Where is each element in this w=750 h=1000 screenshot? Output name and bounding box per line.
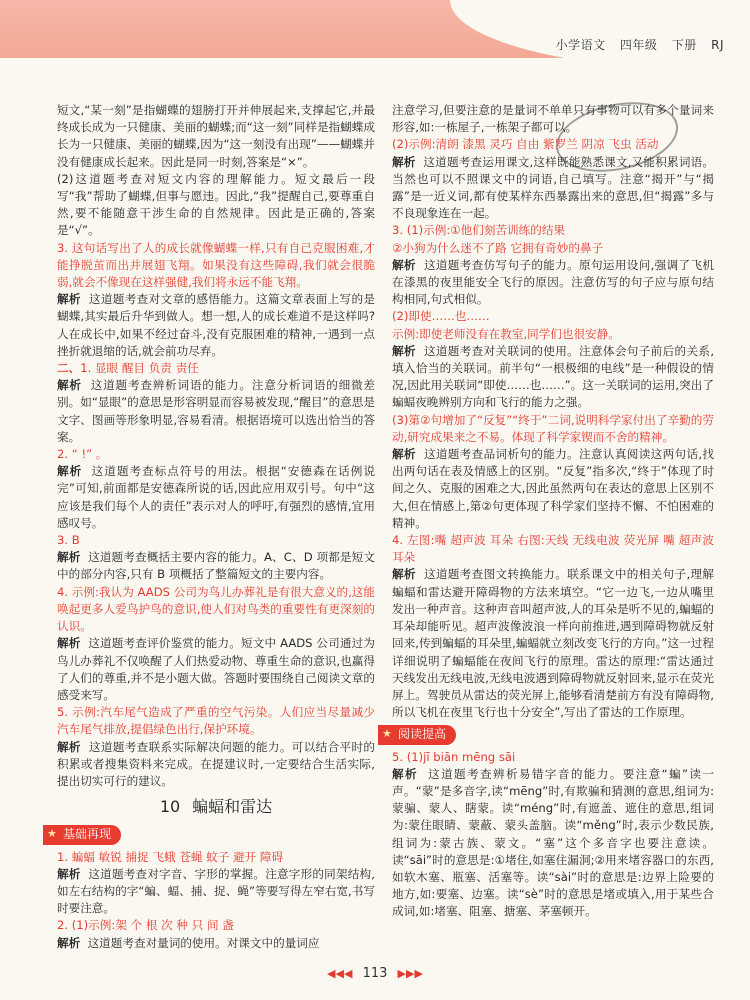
next-arrows-icon: ▶▶▶ (397, 967, 423, 980)
explain-s2-2: 这道题考查标点符号的用法。根据“安德森在话例说完”可知,前面都是安德森所说的话,因此应用双引号。句中“这应该是我们每个人的责任”表示对人的呼吁,有强烈的感情,宜用感叹号。 (57, 464, 375, 530)
answer-2: (2)这道题考查对短文内容的理解能力。短文最后一段写“我”帮助了蝴蝶,但事与愿违。因此,“我”提醒自己,要尊重自然,要不能随意干涉生命的自然规律。因此是正确的,答案是“√”。 (57, 171, 375, 238)
explain-label: 解析 (57, 550, 81, 565)
answer-s2-5: 5. 示例:汽车尾气造成了严重的空气污染。人们应当尽量减少汽车尾气排放,提倡绿色出行,保护环境。 (57, 705, 375, 737)
answer-s2-3: 3. B (57, 533, 80, 548)
explain-r6: 这道题考查图文转换能力。联系课文中的相关句子,理解蝙蝠和雷达避开障碍物的方法来填空。“它一边飞,一边从嘴里发出一种声音。这种声音叫超声波,人的耳朵是听不见的,蝙蝠的耳朵却能听见。超声波像波浪一样向前推进,遇到障碍物就反射回来,传到蝙蝠的耳朵里,蝙蝠就立刻改变飞行的方向。”这一过程详细说明了蝙蝠能在夜间飞行的原理。雷达的原理:“雷达通过天线发出无线电波,无线电波遇到障碍物就反射回来,显示在荧光屏上。驾驶员从雷达的荧光屏上,能够看清楚前方有没有障碍物,所以飞机在夜里飞行也十分安全”,写出了雷达的工作原理。 (392, 567, 715, 720)
header-curve (450, 0, 750, 70)
explain-r3: 这道题考查仿写句子的能力。原句运用设问,强调了飞机在漆黑的夜里能安全飞行的原因。注意仿写的句子应与原句结构相同,句式相似。 (392, 257, 715, 307)
answer-s2-4: 4. 示例:我认为 AADS 公司为鸟儿办葬礼是有很大意义的,这能唤起更多人爱鸟护鸟的意识,使人们对鸟类的重要性有更深刻的认识。 (57, 584, 375, 634)
explain-label: 解析 (57, 292, 81, 307)
explain-label: 解析 (57, 464, 83, 479)
explain-s2-4: 这道题考查评价鉴赏的能力。短文中 AADS 公司通过为鸟儿办葬礼不仅唤醒了人们热爱动物、尊重生命的意识,也赢得了人们的尊重,并不是小题大做。答题时要围绕自己阅读文章的感受来写。 (57, 636, 375, 702)
explain-label: 解析 (57, 935, 81, 950)
section-badge-basic: ★ 基础再现 (43, 825, 121, 844)
answer-r4: (2)即使……也…… (392, 309, 490, 324)
answer-s2-1: 1. 显眼 醒目 负责 责任 (80, 361, 199, 376)
answer-r4b: 示例:即使老师没有在教室,同学们也很安静。 (392, 326, 620, 341)
explain-s2-5: 这道题考查联系实际解决问题的能力。可以结合平时的积累或者搜集资料来完成。在提建议时,一定要结合生活实际,提出切实可行的建议。 (57, 739, 375, 788)
explain-label: 解析 (392, 343, 416, 358)
explain-b1: 这道题考查对字音、字形的掌握。注意字形的同架结构,如左右结构的字“蝙、蝠、捕、捉、蝇”等要写得左窄右宽,书写时要注意。 (57, 866, 375, 916)
explain-r1: 这道题考查运用课文,这样既能熟悉课文,又能积累词语。当然也可以不照课文中的词语,自己填写。注意“揭开”与“揭露”是一近义词,都有使某样东西暴露出来的意思,但“揭露”多与不良现象连在一起。 (392, 154, 714, 221)
explain-label: 解析 (392, 154, 416, 169)
answer-3: 3. 这句话写出了人的成长就像蝴蝶一样,只有自己克服困难,才能挣脱茧而出并展翅飞翔。如果没有这些障碍,我们就会很脆弱,就会不像现在这样强健,我们将永远不能飞翔。 (57, 240, 375, 290)
explain-label: 解析 (392, 257, 416, 272)
section-badge-reading: ★ 阅读提高 (378, 725, 456, 744)
explain-s2-3: 这道题考查概括主要内容的能力。A、C、D 项都是短文中的部分内容,只有 B 项概括了整篇短文的主要内容。 (57, 550, 375, 582)
explain-label: 解析 (392, 766, 418, 781)
explain-label: 解析 (57, 378, 82, 393)
edition: RJ (711, 38, 724, 52)
explain-label: 解析 (57, 636, 81, 651)
section-2-num: 二、 (57, 361, 81, 376)
answer-b1: 1. 蝙蝠 敏锐 捕捉 飞蛾 苍蝇 蚊子 避开 障碍 (57, 849, 284, 864)
right-intro: 注意学习,但要注意的是量词不单单只有事物可以有多个量词来形容,如:一栋屋子,一栋架子都可以。 (392, 103, 714, 135)
answer-r3: 3. (1)示例:①他们刻苦训练的结果 (392, 223, 566, 238)
answer-r5: (3)第②句增加了“反复”“终于”二词,说明科学家付出了辛勤的劳动,研究成果来之不易。体现了科学家锲而不舍的精神。 (392, 412, 714, 444)
explain-3: 这道题考查对文章的感悟能力。这篇文章表面上写的是蝴蝶,其实最后升华到做人。想一想,人的成长难道不是这样吗?人在成长中,如果不经过奋斗,没有克服困难的精神,一遇到一点挫折就退缩的话,就会前功尽弃。 (57, 292, 375, 358)
lesson-name: 蝙蝠和雷达 (192, 797, 273, 817)
answer-r6: 4. 左图:嘴 超声波 耳朵 右图:天线 无线电波 荧光屏 嘴 超声波 耳朵 (392, 533, 714, 565)
page-number: 113 (362, 966, 388, 981)
answer-s2-2: 2. “ !” 。 (57, 447, 108, 462)
explain-r7: 这道题考查辨析易错字音的能力。要注意“蝙”读一声。“蒙”是多音字,读“mēng”时,有欺骗和猜测的意思,组词为:蒙骗、蒙人、瞎蒙。读“méng”时,有遮盖、遮住的意思,组词为:蒙住眼睛、蒙蔽、蒙头盖脑。读“měng”时,表示少数民族,组词为:蒙古族、蒙文。“塞”这个多音字也要注意读。读“sāi”时的意思是:①堵住,如塞住漏洞;②用来堵容器口的东西,如软木塞、瓶塞、活塞等。读“sài”时的意思是:边界上险要的地方,如:要塞、边塞。读“sè”时的意思是堵或填入,用于某些合成词,如:堵塞、阻塞、搪塞、茅塞顿开。 (392, 766, 714, 919)
answer-b2: 2. (1)示例:架 个 根 次 种 只 间 盏 (57, 918, 234, 933)
subject: 小学语文 (555, 38, 606, 52)
intro-text: 短文,“某一刻”是指蝴蝶的翅膀打开并伸展起来,支撑起它,并最终成长成为一只健康、美丽的蝴蝶;而“这一刻”同样是指蝴蝶成长为一只健康、美丽的蝴蝶,因为“这一刻没有出现”——蝴蝶并没有健康成长起来。因此是同一时刻,答案是“×”。 (57, 103, 375, 169)
explain-label: 解析 (57, 739, 81, 754)
explain-label: 解析 (57, 866, 81, 881)
answer-r7: 5. (1)jī biān mēng sāi (392, 749, 516, 764)
explain-s2-1: 这道题考查辨析词语的能力。注意分析词语的细微差别。如“显眼”的意思是形容明显而容易被发现,“醒目”的意思是文字、图画等形象明显,容易看清。根据语境可以选出恰当的答案。 (57, 378, 375, 444)
left-column (57, 102, 375, 952)
lesson-number: 10 (159, 797, 181, 817)
page-footer (0, 966, 750, 981)
explain-label: 解析 (392, 447, 416, 462)
volume: 下册 (671, 38, 697, 52)
explain-r5: 这道题考查品词析句的能力。注意认真阅读这两句话,找出两句话在表及情感上的区别。“反复”指多次,“终于”体现了时间之久、克服的困难之大,因此虽然两句在表达的意思上区别不大,但在情感上,第②句更体现了科学家们坚持不懈、不怕困难的精神。 (392, 447, 715, 530)
explain-b2: 这道题考查对量词的使用。对课文中的量词应 (87, 935, 320, 950)
answer-r1: (2)示例:清朗 漆黑 灵巧 自由 紫罗兰 阴凉 飞虫 活动 (392, 137, 659, 152)
header-info (546, 36, 724, 53)
prev-arrows-icon: ◀◀◀ (327, 967, 353, 980)
explain-label: 解析 (392, 567, 416, 582)
right-column (392, 102, 714, 921)
grade: 四年级 (619, 38, 658, 52)
answer-r3b: ②小狗为什么迷不了路 它拥有奇妙的鼻子 (392, 240, 604, 255)
lesson-title (57, 798, 375, 815)
explain-r4: 这道题考查对关联词的使用。注意体会句子前后的关系,填入恰当的关联词。前半句“一根极细的电线”是一种假设的情况,因此用关联词“即使……也……”。这一关联词的运用,突出了蝙蝠夜晚辨别方向和飞行的能力之强。 (392, 343, 715, 410)
